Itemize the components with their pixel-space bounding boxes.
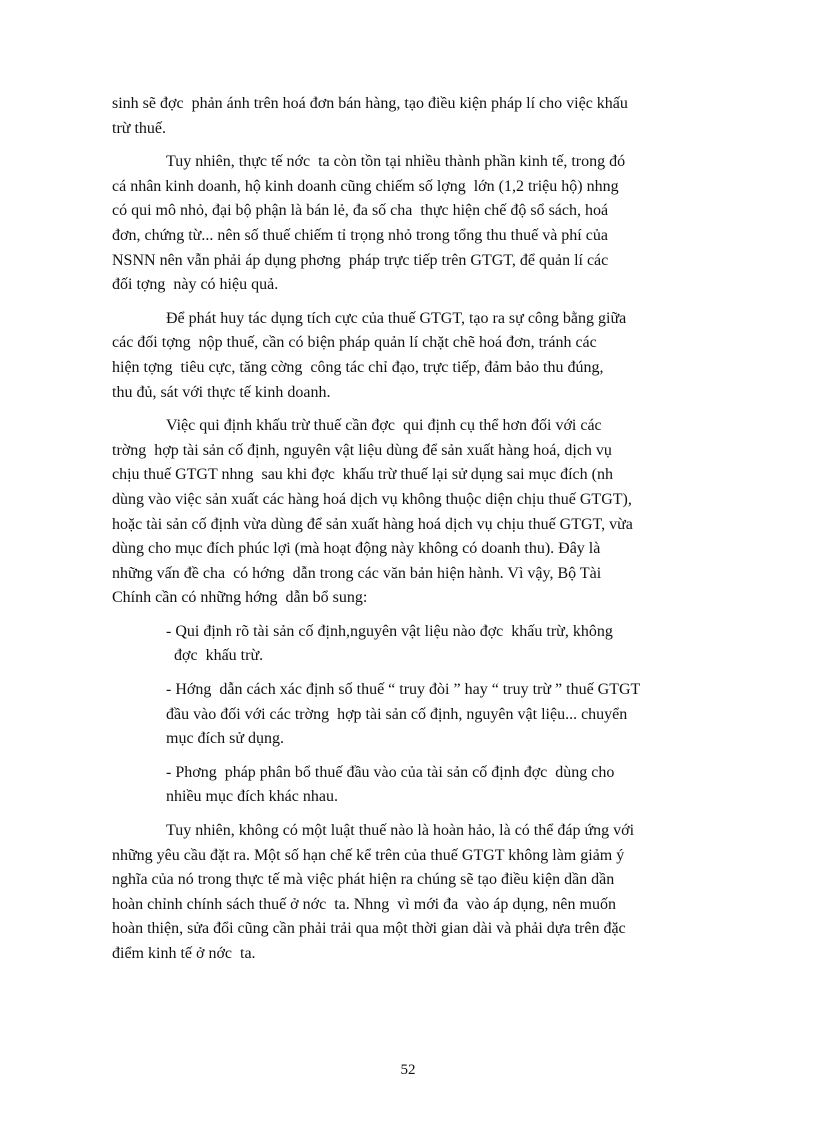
text-line: - Qui định rõ tài sản cố định,nguyên vật liệu nào đợc khấu trừ, không [166, 622, 613, 640]
text-line: Tuy nhiên, thực tế nớc ta còn tồn tại nhiều thành phần kinh tế, trong đó [166, 153, 626, 171]
text-line: mục đích sử dụng. [166, 730, 284, 748]
paragraph-deduction-rules [112, 414, 752, 611]
text-line: hiện tợng tiêu cực, tăng cờng công tác chỉ đạo, trực tiếp, đảm bảo thu đúng, [112, 358, 604, 376]
text-line: dùng vào việc sản xuất các hàng hoá dịch vụ không thuộc diện chịu thuế GTGT), [112, 490, 632, 508]
text-line: thu đủ, sát với thực tế kinh doanh. [112, 383, 331, 401]
text-line: dùng cho mục đích phúc lợi (mà hoạt động này không có doanh thu). Đây là [112, 540, 601, 558]
text-line: đợc khấu trừ. [174, 647, 264, 665]
text-line: trờng hợp tài sản cố định, nguyên vật liệu dùng để sản xuất hàng hoá, dịch vụ [112, 441, 612, 459]
text-line: nghĩa của nó trong thực tế mà việc phát hiện ra chúng sẽ tạo điều kiện dần dần [112, 871, 615, 889]
bullet-item [112, 678, 752, 752]
text-line: - Phơng pháp phân bổ thuế đầu vào của tài sản cố định đợc dùng cho [166, 763, 615, 781]
bullet-item [112, 761, 752, 810]
text-line: sinh sẽ đợc phản ánh trên hoá đơn bán hàng, tạo điều kiện pháp lí cho việc khấu [112, 95, 628, 112]
text-line: Để phát huy tác dụng tích cực của thuế GTGT, tạo ra sự công bằng giữa [166, 309, 627, 327]
text-line: chịu thuế GTGT nhng sau khi đợc khấu trừ thuế lại sử dụng sai mục đích (nh [112, 466, 613, 484]
text-line: NSNN nên vẫn phải áp dụng phơng pháp trực tiếp trên GTGT, để quản lí các [112, 251, 609, 269]
text-line: hoặc tài sản cố định vừa dùng để sản xuất hàng hoá dịch vụ chịu thuế GTGT, vừa [112, 515, 633, 533]
text-line: những yêu cầu đặt ra. Một số hạn chế kể trên của thuế GTGT không làm giảm ý [112, 846, 625, 864]
bullet-item [112, 620, 752, 669]
text-line: những vấn đề cha có hớng dẫn trong các văn bản hiện hành. Vì vậy, Bộ Tài [112, 564, 602, 582]
paragraph-conclusion [112, 819, 752, 967]
paragraph-continuation [112, 92, 752, 141]
text-line: nhiều mục đích khác nhau. [166, 788, 338, 806]
text-line: Tuy nhiên, không có một luật thuế nào là hoàn hảo, là có thể đáp ứng với [166, 822, 635, 840]
paragraph-informal-sector [112, 150, 752, 298]
text-line: đầu vào đối với các trờng hợp tài sản cố định, nguyên vật liệu... chuyển [166, 705, 628, 723]
text-line: điểm kinh tế ở nớc ta. [112, 945, 256, 962]
text-line: đối tợng này có hiệu quả. [112, 276, 279, 294]
text-line: hoàn thiện, sửa đổi cũng cần phải trải qua một thời gian dài và phải dựa trên đặc [112, 920, 626, 938]
paragraph-promote-vat [112, 307, 752, 405]
page-number: 52 [400, 1062, 416, 1078]
text-line: trừ thuế. [112, 119, 166, 137]
document-page [112, 92, 752, 967]
text-line: - Hớng dẫn cách xác định số thuế “ truy đòi ” hay “ truy trừ ” thuế GTGT [166, 681, 641, 699]
text-line: Việc qui định khấu trừ thuế cần đợc qui định cụ thể hơn đối với các [166, 417, 602, 435]
text-line: các đối tợng nộp thuế, cần có biện pháp quản lí chặt chẽ hoá đơn, tránh các [112, 334, 597, 352]
text-line: Chính cần có những hớng dẫn bổ sung: [112, 589, 368, 607]
text-line: đơn, chứng từ... nên số thuế chiếm tỉ trọng nhỏ trong tổng thu thuế và phí của [112, 226, 608, 244]
text-line: cá nhân kinh doanh, hộ kinh doanh cũng chiếm số lợng lớn (1,2 triệu hộ) nhng [112, 177, 619, 195]
text-line: hoàn chỉnh chính sách thuế ở nớc ta. Nhng vì mới đa vào áp dụng, nên muốn [112, 895, 616, 913]
text-line: có qui mô nhỏ, đại bộ phận là bán lẻ, đa số cha thực hiện chế độ sổ sách, hoá [112, 202, 609, 220]
